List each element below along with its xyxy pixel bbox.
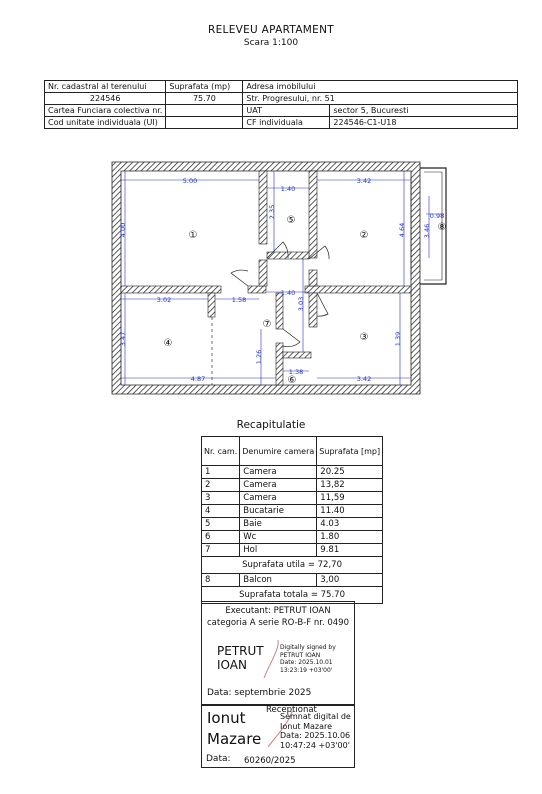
room-nr: 8 bbox=[202, 574, 240, 587]
dim-label: 1.39 bbox=[394, 331, 402, 347]
dim-label: 5.00 bbox=[182, 177, 198, 185]
useful-area-total: Suprafata utila = 72,70 bbox=[202, 557, 383, 574]
dim-label: 3.42 bbox=[356, 177, 372, 185]
room-area: 4.03 bbox=[317, 518, 383, 531]
room-name: Camera bbox=[240, 466, 317, 479]
table-row bbox=[202, 544, 383, 557]
address-label: Adresa imobilului bbox=[243, 81, 518, 93]
table-row bbox=[202, 505, 383, 518]
land-book-label: Cartea Funciara colectiva nr. bbox=[45, 105, 166, 117]
room-area: 3,00 bbox=[317, 574, 383, 587]
digital-signature-text: Date: 2025.10.01 bbox=[280, 659, 333, 666]
room-name: Bucatarie bbox=[240, 505, 317, 518]
area-value: 75.70 bbox=[166, 93, 243, 105]
dim-label: 3.42 bbox=[356, 375, 372, 383]
digital-signature-text: 10:47:24 +03'00' bbox=[280, 740, 350, 750]
signature-name: IOAN bbox=[217, 658, 247, 672]
table-row bbox=[202, 466, 383, 479]
dim-label: 1.26 bbox=[255, 349, 263, 365]
table-row bbox=[202, 492, 383, 505]
receptie-signature-name: Ionut bbox=[207, 709, 246, 727]
dim-label: 2.35 bbox=[268, 204, 276, 220]
individual-cf-value: 224546-C1-U18 bbox=[330, 117, 518, 129]
room-number-7: ⑦ bbox=[262, 319, 272, 330]
table-row bbox=[202, 518, 383, 531]
dim-label: 3.03 bbox=[297, 296, 305, 312]
room-number-6: ⑥ bbox=[287, 375, 297, 386]
unit-code-value bbox=[166, 117, 243, 129]
room-number-2: ② bbox=[359, 230, 369, 241]
room-number-1: ① bbox=[188, 230, 198, 241]
room-name: Balcon bbox=[240, 574, 317, 587]
receptie-label: Receptionat bbox=[266, 705, 317, 715]
executant-authorization: categoria A serie RO-B-F nr. 0490 bbox=[207, 618, 349, 628]
cadastral-info-table bbox=[44, 80, 518, 129]
dim-label: 3.02 bbox=[156, 296, 172, 304]
signature-name: PETRUT bbox=[217, 644, 264, 658]
dim-label: 4.00 bbox=[119, 222, 127, 238]
room-area: 11,59 bbox=[317, 492, 383, 505]
page-title: RELEVEU APARTAMENT bbox=[208, 24, 334, 36]
address-value: Str. Progresului, nr. 51 bbox=[243, 93, 518, 105]
room-nr: 3 bbox=[202, 492, 240, 505]
room-area: 9.81 bbox=[317, 544, 383, 557]
room-number-4: ④ bbox=[163, 338, 173, 349]
interior-walls bbox=[121, 171, 411, 385]
receptie-number: 60260/2025 bbox=[244, 756, 296, 766]
room-name: Baie bbox=[240, 518, 317, 531]
cadastral-number-value: 224546 bbox=[45, 93, 166, 105]
digital-signature-text: Ionut Mazare bbox=[280, 721, 333, 731]
digital-signature-text: Digitally signed by bbox=[280, 644, 336, 651]
dim-label: 4.64 bbox=[398, 222, 406, 238]
dim-label: 3.47 bbox=[119, 331, 127, 347]
room-number-3: ③ bbox=[359, 332, 369, 343]
land-book-value bbox=[166, 105, 243, 117]
room-name: Wc bbox=[240, 531, 317, 544]
executant-name: Executant: PETRUT IOAN bbox=[225, 606, 331, 616]
room-name: Camera bbox=[240, 479, 317, 492]
dim-label: 1.40 bbox=[280, 289, 296, 297]
receptie-box bbox=[201, 704, 355, 768]
total-area: Suprafata totala = 75.70 bbox=[202, 587, 383, 604]
digital-signature-text: Data: 2025.10.06 bbox=[280, 731, 351, 740]
table-row bbox=[202, 479, 383, 492]
cadastral-number-label: Nr. cadastral al terenului bbox=[45, 81, 166, 93]
col-header-nr: Nr. cam. bbox=[202, 437, 240, 466]
floor-plan bbox=[108, 158, 458, 400]
executant-date: Data: septembrie 2025 bbox=[207, 688, 312, 698]
dim-label: 1.58 bbox=[231, 296, 247, 304]
dim-label: 1.38 bbox=[288, 368, 304, 376]
dim-label: 0.98 bbox=[429, 212, 445, 220]
room-area: 13,82 bbox=[317, 479, 383, 492]
room-number-5: ⑤ bbox=[286, 215, 296, 226]
dim-label: 1.40 bbox=[280, 185, 296, 193]
room-nr: 5 bbox=[202, 518, 240, 531]
room-nr: 1 bbox=[202, 466, 240, 479]
room-nr: 2 bbox=[202, 479, 240, 492]
doors bbox=[231, 178, 411, 347]
receptie-signature-name: Mazare bbox=[207, 730, 262, 748]
room-name: Camera bbox=[240, 492, 317, 505]
unit-code-label: Cod unitate individuala (UI) bbox=[45, 117, 166, 129]
uat-value: sector 5, Bucuresti bbox=[330, 105, 518, 117]
individual-cf-label: CF individuala bbox=[243, 117, 330, 129]
room-nr: 4 bbox=[202, 505, 240, 518]
digital-signature-text: Semnat digital de bbox=[280, 712, 351, 721]
scale-label: Scara 1:100 bbox=[243, 38, 299, 48]
room-nr: 6 bbox=[202, 531, 240, 544]
executant-box bbox=[201, 601, 355, 706]
room-area: 11.40 bbox=[317, 505, 383, 518]
room-number-8: ⑧ bbox=[437, 222, 447, 233]
uat-label: UAT bbox=[243, 105, 330, 117]
recap-title: Recapitulatie bbox=[236, 419, 306, 431]
digital-signature-text: PETRUT IOAN bbox=[280, 651, 321, 659]
recap-table bbox=[201, 436, 383, 604]
room-name: Hol bbox=[240, 544, 317, 557]
table-row bbox=[202, 574, 383, 587]
room-area: 1.80 bbox=[317, 531, 383, 544]
col-header-area: Suprafata [mp] bbox=[317, 437, 383, 466]
dim-label: 3.46 bbox=[423, 223, 431, 239]
area-label: Suprafata (mp) bbox=[166, 81, 243, 93]
receptie-date-label: Data: bbox=[206, 754, 231, 764]
col-header-name: Denumire camera bbox=[240, 437, 317, 466]
dim-label: 4.87 bbox=[190, 375, 206, 383]
digital-signature-text: 13:23:19 +03'00' bbox=[280, 666, 333, 674]
room-nr: 7 bbox=[202, 544, 240, 557]
room-area: 20.25 bbox=[317, 466, 383, 479]
table-row bbox=[202, 531, 383, 544]
